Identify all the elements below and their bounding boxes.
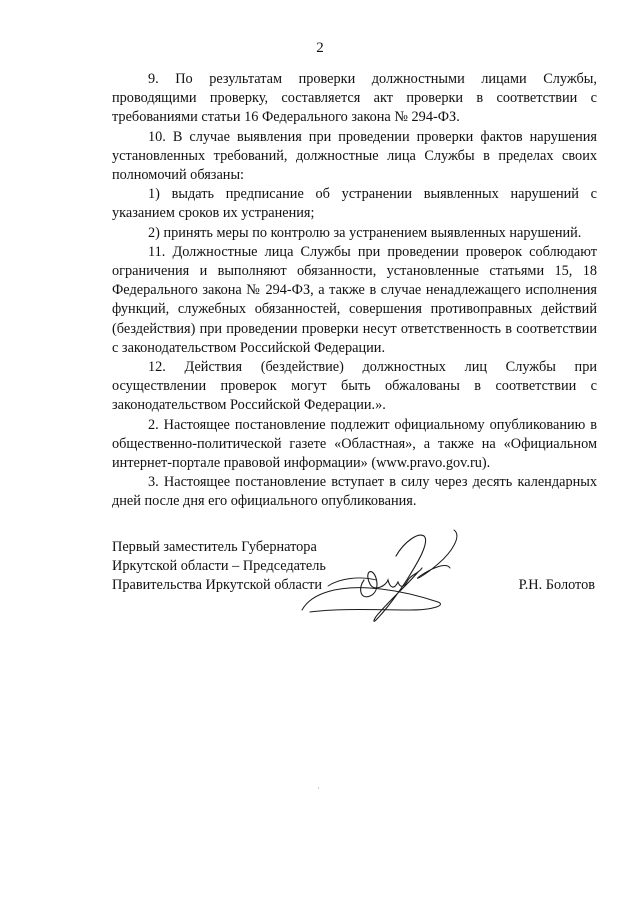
clause-2-publication: 2. Настоящее постановление подлежит официальному опубликованию в общественно-политической газете «Областная», а также на «Официальном интернет-портале правовой информации» (www.pravo.gov.ru). xyxy=(112,416,597,472)
paragraph-10: 10. В случае выявления при проведении проверки фактов нарушения установленных требований, должностные лица Службы в пределах своих полномочий обязаны: xyxy=(112,128,597,184)
paragraph-12: 12. Действия (бездействие) должностных лиц Службы при осуществлении проверок могут быть обжалованы в соответствии с законодательством Российской Федерации.». xyxy=(112,359,597,414)
paragraph-10-item-1: 1) выдать предписание об устранении выявленных нарушений с указанием сроков их устранения; xyxy=(112,186,597,222)
paragraph-11: 11. Должностные лица Службы при проведении проверок соблюдают ограничения и выполняют обязанности, установленные статьями 15, 18 Федерального закона № 294-ФЗ, а также в случае ненадлежащего исполнения функций, служебных обязанностей, совершения противоправных действий (бездействия) при проведении проверки несут ответственность в соответствии с законодательством Российской Федерации. xyxy=(112,243,597,356)
handwritten-signature xyxy=(300,528,470,628)
page-number: 2 xyxy=(316,40,324,56)
paragraph-9: 9. По результатам проверки должностными лицами Службы, проводящими проверку, составляется акт проверки в соответствии с требованиями статьи 16 Федерального закона № 294-ФЗ. xyxy=(112,71,597,126)
signer-name: Р.Н. Болотов xyxy=(518,577,595,594)
signer-title-line-3: Правительства Иркутской области xyxy=(112,577,323,594)
clause-3-effective-date: 3. Настоящее постановление вступает в силу через десять календарных дней после дня его официального опубликования. xyxy=(112,474,597,510)
signer-title-line-1: Первый заместитель Губернатора xyxy=(112,539,317,555)
document-body xyxy=(112,70,597,512)
signer-title-line-2: Иркутской области – Председатель xyxy=(112,558,326,575)
scan-speck xyxy=(318,787,319,789)
paragraph-10-item-2: 2) принять меры по контролю за устранением выявленных нарушений. xyxy=(148,224,582,241)
